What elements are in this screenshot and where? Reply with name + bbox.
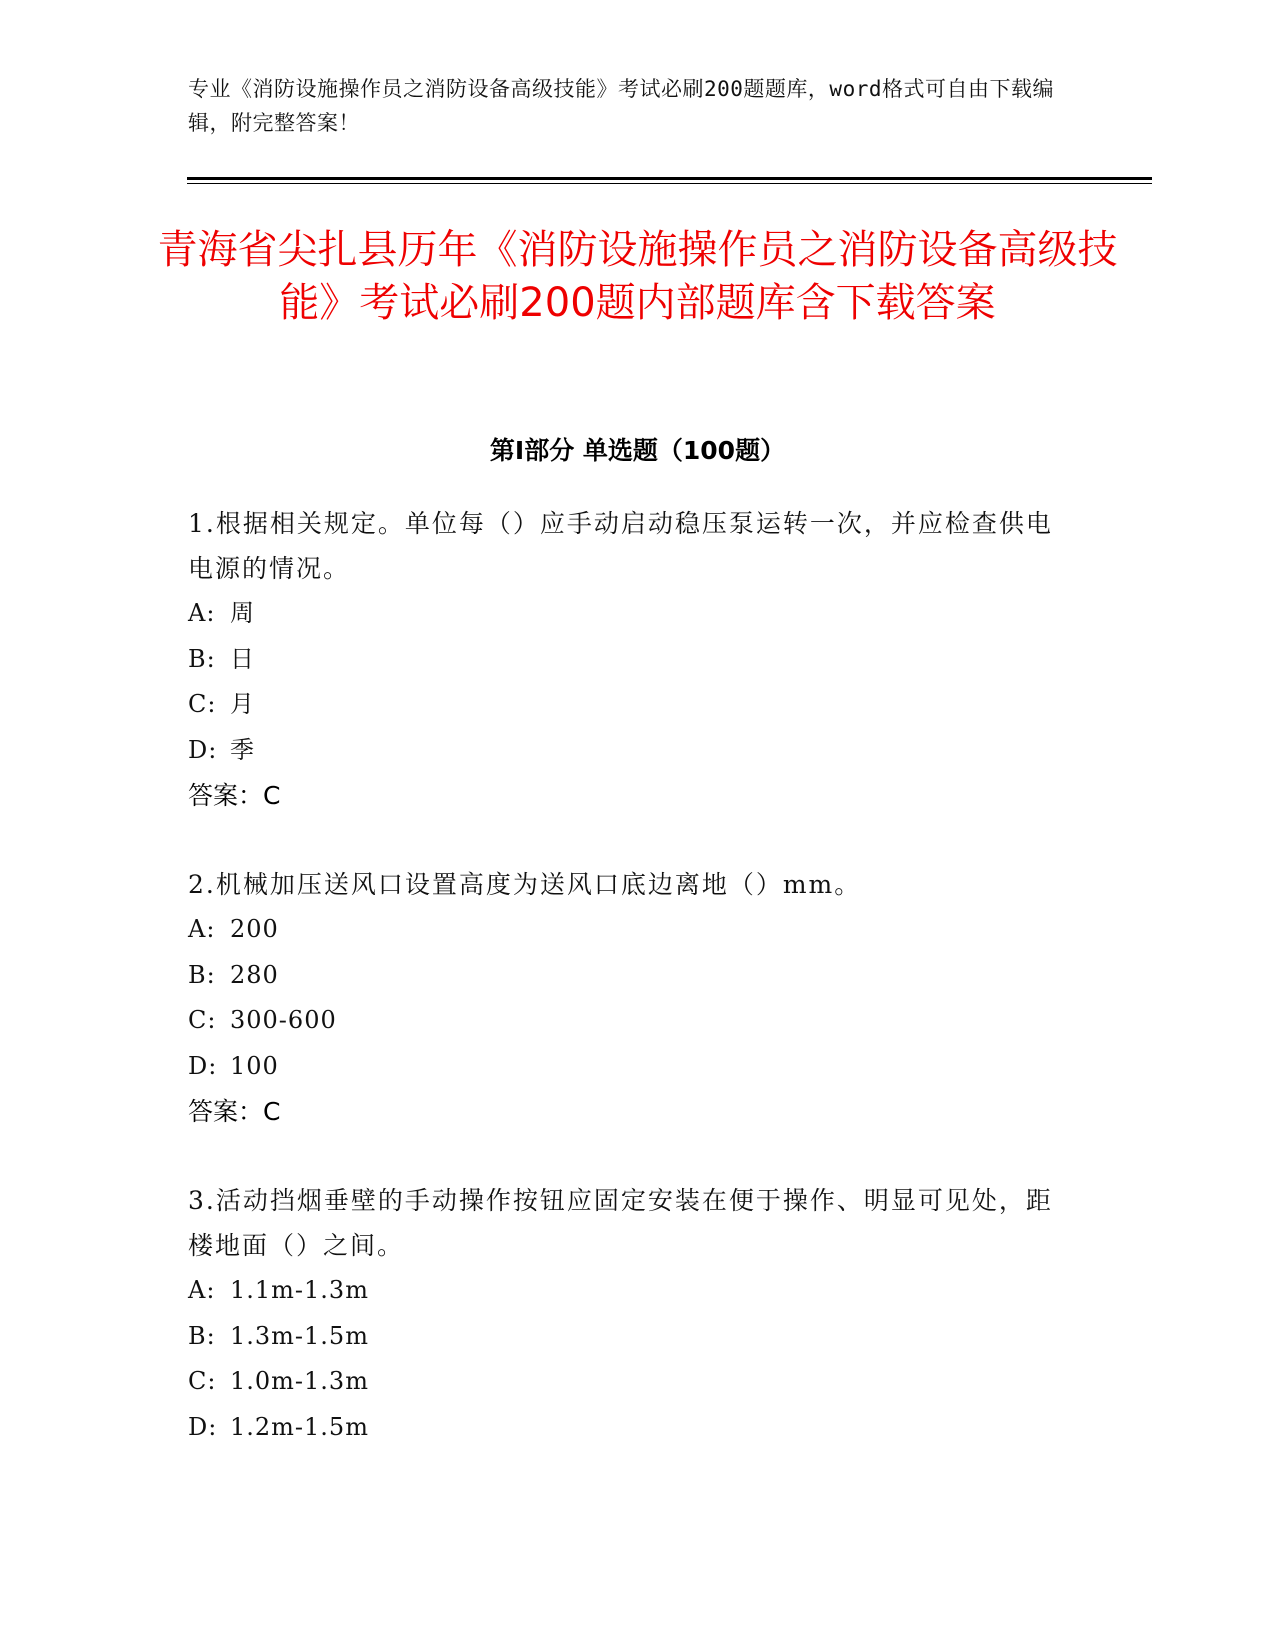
option-letter: D: <box>188 735 218 764</box>
option-letter: A: <box>188 1276 216 1304</box>
header-divider-thick <box>187 177 1152 180</box>
option-text: 周 <box>230 599 255 627</box>
option-c <box>188 682 1068 728</box>
question-3 <box>188 1178 1068 1450</box>
question-stem: 2.机械加压送风口设置高度为送风口底边离地（）mm。 <box>188 870 862 899</box>
option-letter: A: <box>188 599 216 627</box>
question-stem: 1.根据相关规定。单位每（）应手动启动稳压泵运转一次，并应检查供电电源的情况。 <box>188 509 1053 583</box>
option-text: 280 <box>230 960 279 989</box>
option-c <box>188 1359 1068 1405</box>
answer: 答案：C <box>188 781 281 810</box>
option-d <box>188 728 1068 774</box>
option-letter: C: <box>188 1367 217 1395</box>
option-text: 300-600 <box>230 1006 337 1034</box>
option-letter: B: <box>188 1321 216 1350</box>
option-text: 100 <box>230 1051 279 1080</box>
header-note: 专业《消防设施操作员之消防设备高级技能》考试必刷200题题库，word格式可自由下载编辑，附完整答案！ <box>188 77 1054 135</box>
option-c <box>188 998 1068 1044</box>
answer: 答案：C <box>188 1097 281 1126</box>
document-title: 青海省尖扎县历年《消防设施操作员之消防设备高级技能》考试必刷200题内部题库含下载答案 <box>157 227 1118 326</box>
option-d <box>188 1405 1068 1451</box>
option-text: 季 <box>230 735 255 764</box>
option-letter: C: <box>188 1006 217 1034</box>
option-b <box>188 953 1068 999</box>
option-letter: D: <box>188 1051 218 1080</box>
option-letter: C: <box>188 690 217 718</box>
option-text: 月 <box>230 690 255 718</box>
option-b <box>188 637 1068 683</box>
option-letter: A: <box>188 915 216 943</box>
option-text: 1.1m-1.3m <box>230 1276 369 1304</box>
section-heading: 第Ⅰ部分 单选题（100题） <box>489 436 786 465</box>
option-text: 1.0m-1.3m <box>230 1367 369 1395</box>
option-text: 1.3m-1.5m <box>230 1321 369 1350</box>
question-1 <box>188 501 1068 819</box>
option-a <box>188 1268 1068 1314</box>
option-text: 200 <box>230 915 279 943</box>
header-divider-thin <box>187 183 1152 184</box>
question-stem: 3.活动挡烟垂壁的手动操作按钮应固定安装在便于操作、明显可见处，距楼地面（）之间。 <box>188 1186 1053 1260</box>
option-a <box>188 907 1068 953</box>
option-text: 1.2m-1.5m <box>230 1412 369 1441</box>
question-2 <box>188 862 1068 1135</box>
option-letter: D: <box>188 1412 218 1441</box>
option-letter: B: <box>188 960 216 989</box>
option-d <box>188 1044 1068 1090</box>
option-letter: B: <box>188 644 216 673</box>
option-b <box>188 1314 1068 1360</box>
option-a <box>188 591 1068 637</box>
option-text: 日 <box>230 644 255 673</box>
